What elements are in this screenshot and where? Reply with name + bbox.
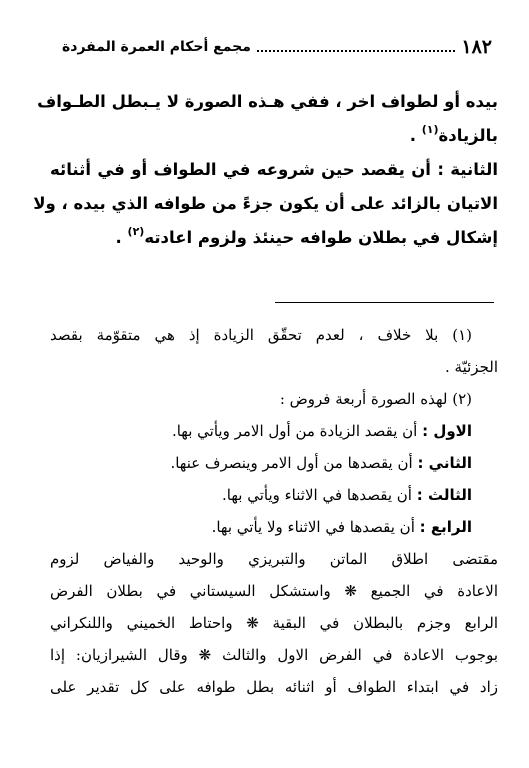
book-title: مجمع أحكام العمرة المفردة xyxy=(62,39,251,55)
main-line-text: بالزيادة xyxy=(438,126,498,145)
page-header xyxy=(62,34,492,60)
case-label: الرابع : xyxy=(419,518,472,536)
case-label: الثالث : xyxy=(416,486,472,504)
case-line xyxy=(50,479,498,511)
footnote-line: الاعادة في الجميع ❋ واستشكل السيستاني في بطلان الفرض xyxy=(50,582,498,600)
case-text: أن يقصد الزيادة من أول الامر ويأتي بها. xyxy=(171,422,423,440)
main-line-text: إشكال في بطلان طوافه حينئذ ولزوم اعادته xyxy=(144,228,498,247)
case-text: أن يقصدها في الاثناء ويأتي بها. xyxy=(222,486,417,504)
footnote-divider xyxy=(275,302,494,303)
main-line xyxy=(50,153,498,187)
main-line xyxy=(50,119,498,153)
footnote-ref: (١) xyxy=(421,123,439,136)
case-text: أن يقصدها من أول الامر وينصرف عنها. xyxy=(170,454,418,472)
page-number: ١٨٢ xyxy=(461,36,492,58)
main-line-text: أن يقصد حين شروعه في الطواف أو في أثنائه xyxy=(50,160,438,179)
case-line xyxy=(50,511,498,543)
case-line xyxy=(50,447,498,479)
footnote-line: الجزئيّة . xyxy=(445,358,498,376)
footnote-line: الرابع وجزم بالبطلان في البقية ❋ واحتاط الخميني واللنكراني xyxy=(50,614,498,632)
case-line xyxy=(50,415,498,447)
footnote-ref: (٢) xyxy=(127,225,145,238)
main-line-text: . xyxy=(115,228,128,247)
main-line-text: . xyxy=(409,126,422,145)
case-label: الثاني : xyxy=(417,454,472,472)
main-text xyxy=(33,85,499,255)
footnote-line: (٢) لهذه الصورة أربعة فروض : xyxy=(279,390,472,408)
main-line: الاتيان بالزائد على أن يكون جزءً من طوافه الذي بيده ، ولا xyxy=(33,194,498,213)
case-text: أن يقصدها في الاثناء ولا يأتي بها. xyxy=(211,518,420,536)
main-line: بيده أو لطواف اخر ، ففي هـذه الصورة لا يـبطل الطـواف xyxy=(37,92,498,111)
footnote-line: مقتضى اطلاق الماتن والتبريزي والوحيد والفياض لزوم xyxy=(50,550,498,568)
footnotes xyxy=(50,319,498,703)
footnote-line: زاد في ابتداء الطواف أو اثنائه بطل طوافه على كل تقدير على xyxy=(50,678,498,696)
footnote-line: (١) بلا خلاف ، لعدم تحقّق الزيادة إذ هي متقوّمة بقصد xyxy=(50,326,472,344)
header-dotted-leader xyxy=(257,50,456,52)
case-label: الاول : xyxy=(422,422,472,440)
section-label: الثانية : xyxy=(437,160,499,179)
footnote-line: بوجوب الاعادة في الفرض الاول والثالث ❋ وقال الشيرازيان: إذا xyxy=(50,646,498,664)
main-line xyxy=(50,221,498,255)
